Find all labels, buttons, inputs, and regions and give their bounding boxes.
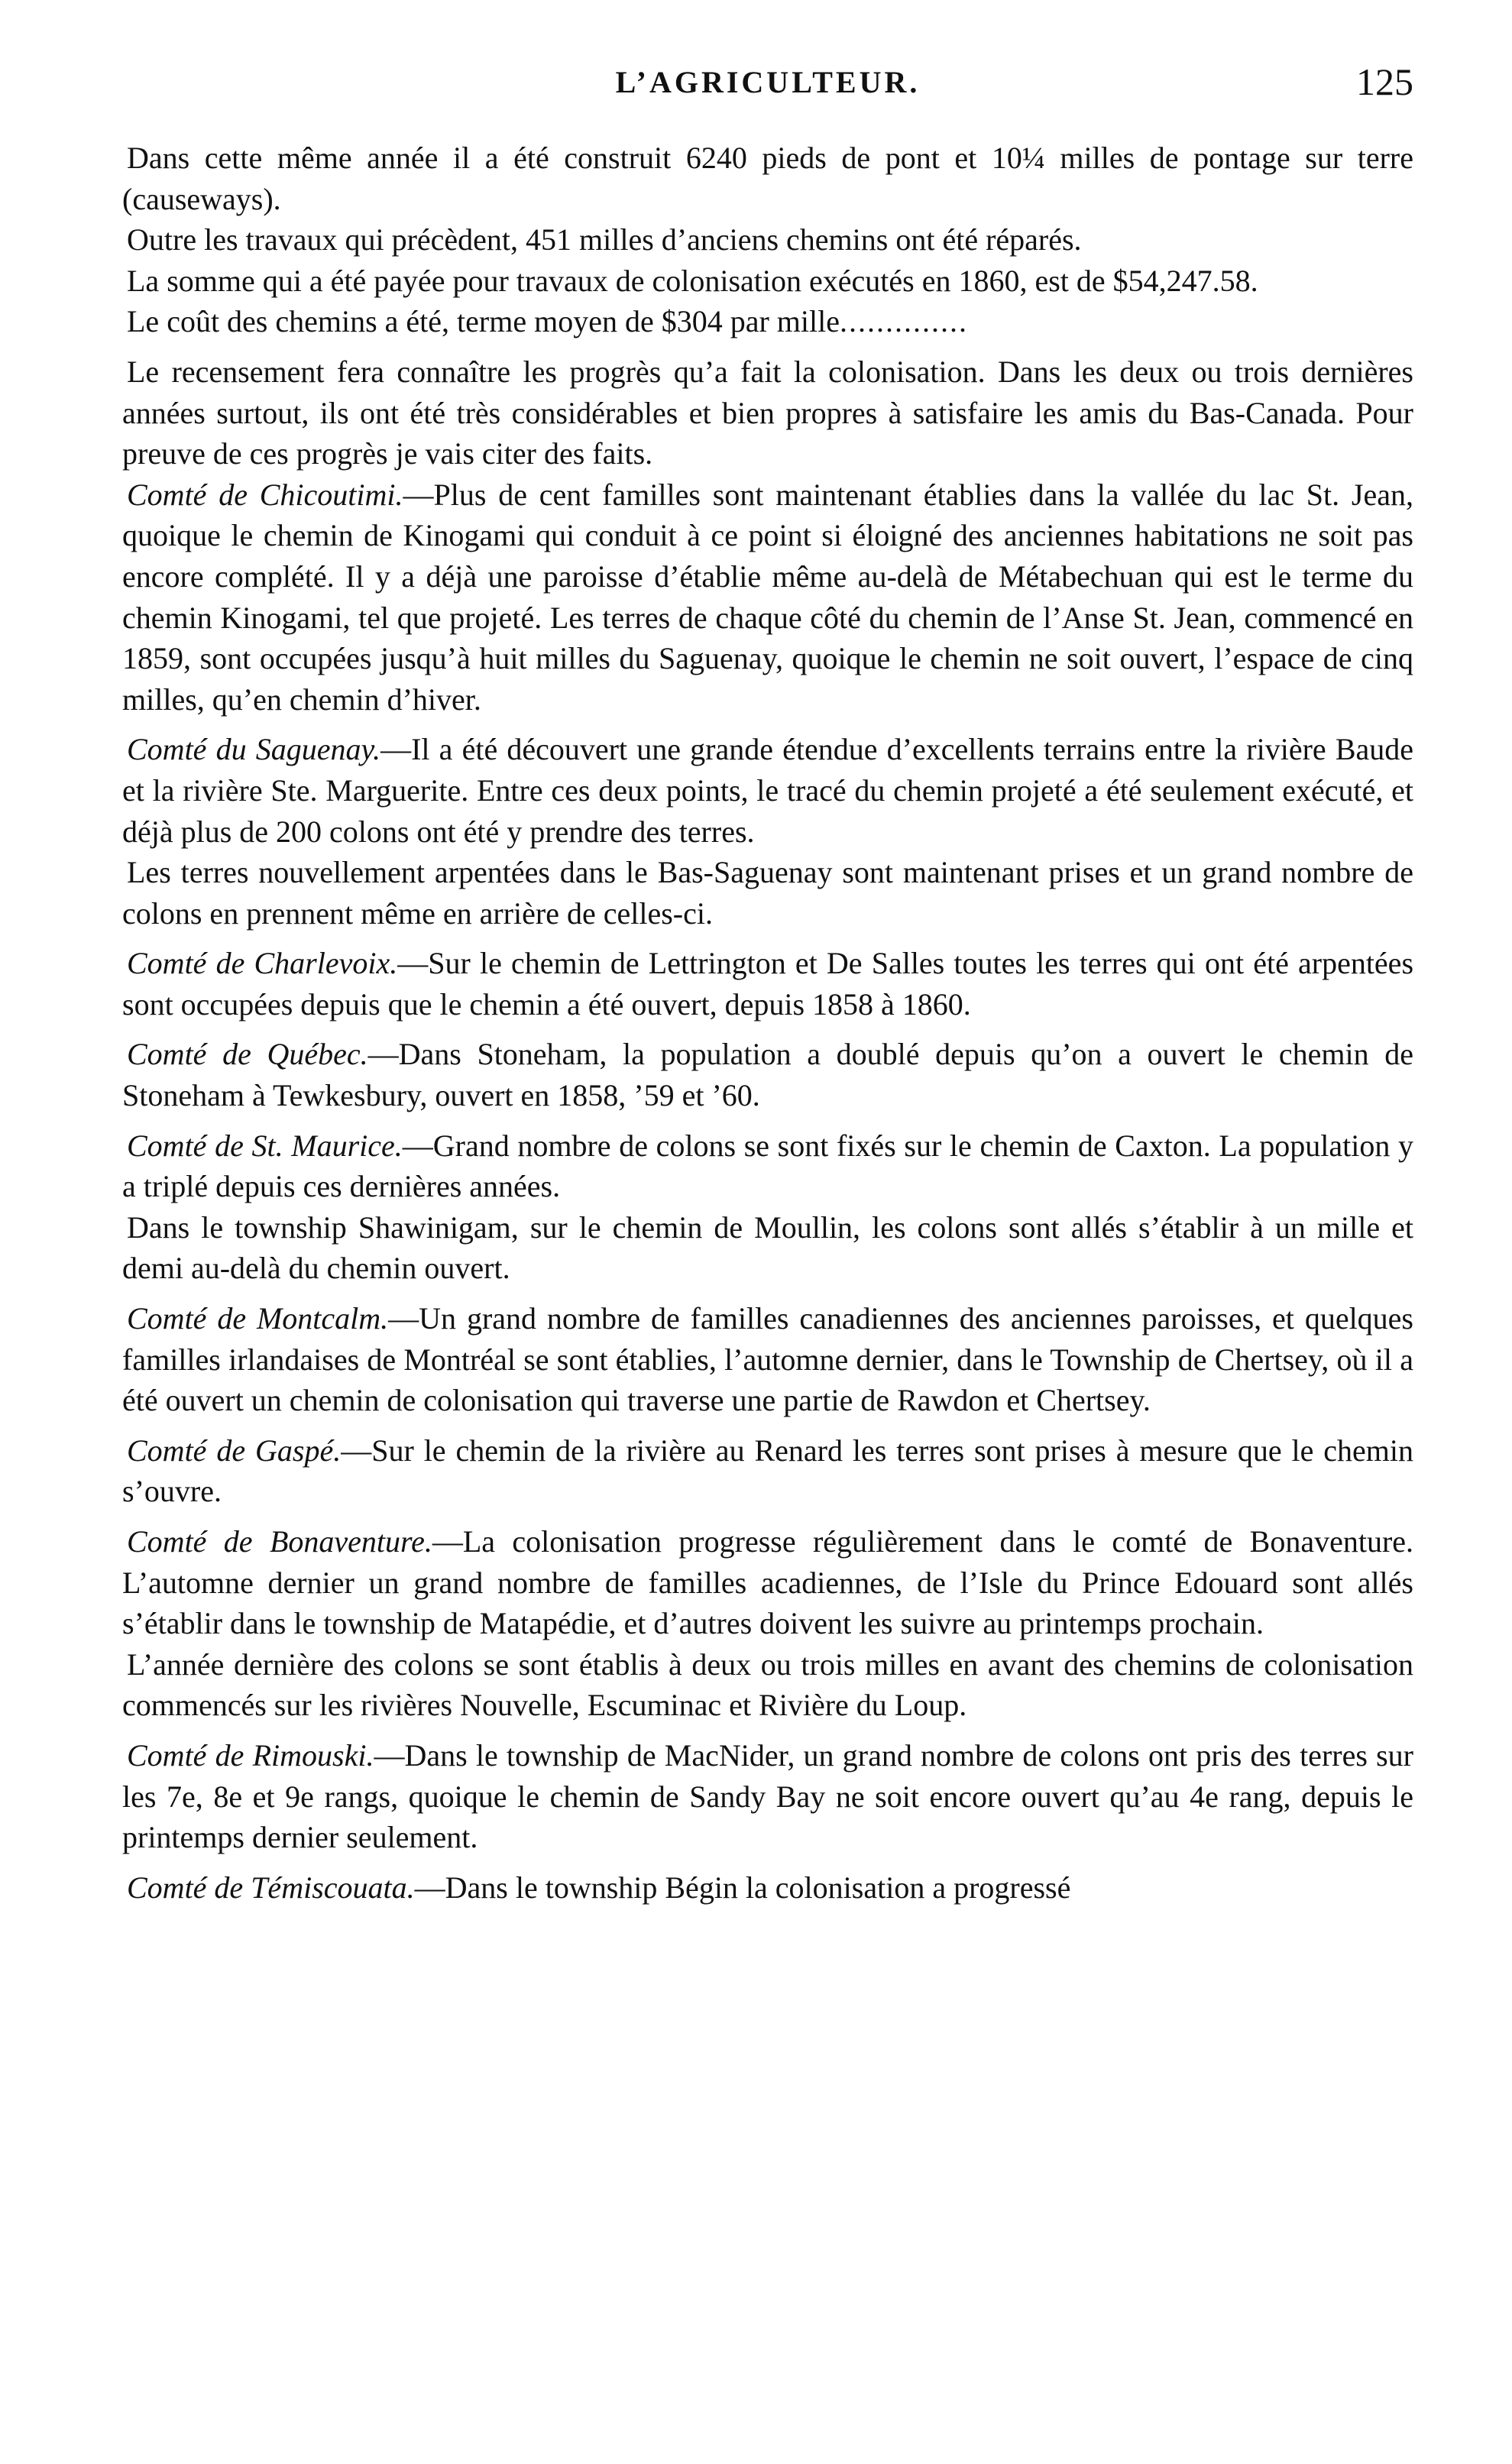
county-heading: Comté de Bonaventure. xyxy=(127,1524,432,1559)
paragraph xyxy=(122,1207,1413,1289)
body-text xyxy=(122,138,1413,1908)
paragraph-text: Dans cette même année il a été construit 6240 pieds de pont et 10¼ milles de pontage sur terre (causeways). xyxy=(122,141,1413,216)
paragraph xyxy=(122,1644,1413,1726)
county-heading: Comté de Québec. xyxy=(127,1037,368,1072)
paragraph-text: —Il a été découvert une grande étendue d’excellents terrains entre la rivière Baude et la rivière Ste. Marguerite. Entre ces deux points, le tracé du chemin projeté a été seulement exécuté, et déjà plus de 200 colons ont été y prendre des terres. xyxy=(122,732,1414,849)
county-heading: Comté de Rimouski. xyxy=(127,1737,374,1773)
paragraph-text: Le recensement fera connaître les progrès qu’a fait la colonisation. Dans les deux ou trois dernières années surtout, ils ont été très considérables et bien propres à satisfaire les amis du Bas-Canada. Pour preuve de ces progrès je vais citer des faits. xyxy=(122,354,1413,471)
paragraph-text: Le coût des chemins a été, terme moyen de $304 par mille xyxy=(127,304,840,339)
paragraph xyxy=(122,729,1413,852)
county-heading: Comté de Témiscouata. xyxy=(127,1870,415,1905)
paragraph-text: —Plus de cent familles sont maintenant établies dans la vallée du lac St. Jean, quoique le chemin de Kinogami qui conduit à ce point si éloigné des anciennes habitations ne soit pas encore complété. Il y a déjà une paroisse d’établie même au-delà de Métabechuan qui est le terme du chemin Kinogami, tel que projeté. Les terres de chaque côté du chemin de l’Anse St. Jean, commencé en 1859, sont occupées jusqu’à huit milles du Saguenay, quoique le chemin ne soit ouvert, l’espace de cinq milles, qu’en chemin d’hiver. xyxy=(122,477,1413,717)
paragraph xyxy=(122,1298,1413,1421)
paragraph xyxy=(122,138,1413,219)
paragraph-text: —Dans Stoneham, la population a doublé depuis qu’on a ouvert le chemin de Stoneham à Tewkesbury, ouvert en 1858, ’59 et ’60. xyxy=(122,1037,1413,1113)
paragraph-text: Les terres nouvellement arpentées dans le Bas-Saguenay sont maintenant prises et un grand nombre de colons en prennent même en arrière de celles-ci. xyxy=(122,855,1413,931)
paragraph-text: —Sur le chemin de la rivière au Renard les terres sont prises à mesure que le chemin s’ouvre. xyxy=(122,1433,1413,1509)
paragraph xyxy=(122,351,1413,474)
page-number: 125 xyxy=(1356,60,1413,103)
paragraph-text: La somme qui a été payée pour travaux de colonisation exécutés en 1860, est de $54,247.58. xyxy=(127,263,1258,298)
county-heading: Comté de St. Maurice. xyxy=(127,1128,403,1163)
paragraph-text: —Sur le chemin de Lettrington et De Salles toutes les terres qui ont été arpentées sont occupées depuis que le chemin a été ouvert, depuis 1858 à 1860. xyxy=(122,946,1414,1022)
county-heading: Comté de Montcalm. xyxy=(127,1301,389,1336)
paragraph-text: Outre les travaux qui précèdent, 451 milles d’anciens chemins ont été réparés. xyxy=(127,222,1082,257)
paragraph-text: L’année dernière des colons se sont établis à deux ou trois milles en avant des chemins de colonisation commencés sur les rivières Nouvelle, Escuminac et Rivière du Loup. xyxy=(122,1646,1413,1723)
paragraph xyxy=(122,219,1413,261)
county-heading: Comté de Chicoutimi. xyxy=(127,477,403,512)
paragraph xyxy=(122,943,1413,1025)
paragraph xyxy=(122,1735,1413,1858)
paragraph-text: —Grand nombre de colons se sont fixés sur le chemin de Caxton. La population y a triplé depuis ces dernières années. xyxy=(122,1128,1413,1204)
paragraph xyxy=(122,1867,1413,1909)
paragraph xyxy=(122,301,1413,342)
paragraph-text: —Un grand nombre de familles canadiennes des anciennes paroisses, et quelques familles irlandaises de Montréal se sont établies, l’automne dernier, dans le Township de Chertsey, où il a été ouvert un chemin de colonisation qui traverse une partie de Rawdon et Chertsey. xyxy=(122,1301,1414,1418)
paragraph-text: —La colonisation progresse régulièrement dans le comté de Bonaventure. L’automne dernier un grand nombre de familles acadiennes, de l’Isle du Prince Edouard sont allés s’établir dans le township de Matapédie, et d’autres doivent les suivre au printemps prochain. xyxy=(122,1524,1414,1641)
paragraph-text: —Dans le township Bégin la colonisation a progressé xyxy=(414,1870,1071,1905)
paragraph xyxy=(122,1034,1413,1115)
paragraph xyxy=(122,1430,1413,1512)
county-heading: Comté de Charlevoix. xyxy=(127,946,398,981)
county-heading: Comté de Gaspé. xyxy=(127,1433,342,1468)
paragraph-text: Dans le township Shawinigam, sur le chemin de Moullin, les colons sont allés s’établir à un mille et demi au-delà du chemin ouvert. xyxy=(122,1209,1413,1286)
dot-leader: .............. xyxy=(840,304,969,339)
paragraph xyxy=(122,1521,1413,1644)
paragraph xyxy=(122,261,1413,302)
paragraph xyxy=(122,1125,1413,1207)
page-header xyxy=(122,60,1413,113)
running-title: L’AGRICULTEUR. xyxy=(615,65,921,99)
county-heading: Comté du Saguenay. xyxy=(127,732,381,767)
paragraph xyxy=(122,852,1413,934)
paragraph xyxy=(122,474,1413,720)
paragraph-text: —Dans le township de MacNider, un grand nombre de colons ont pris des terres sur les 7e, 8e et 9e rangs, quoique le chemin de Sandy Bay ne soit encore ouvert qu’au 4e rang, depuis le printemps dernier seulement. xyxy=(122,1737,1413,1855)
